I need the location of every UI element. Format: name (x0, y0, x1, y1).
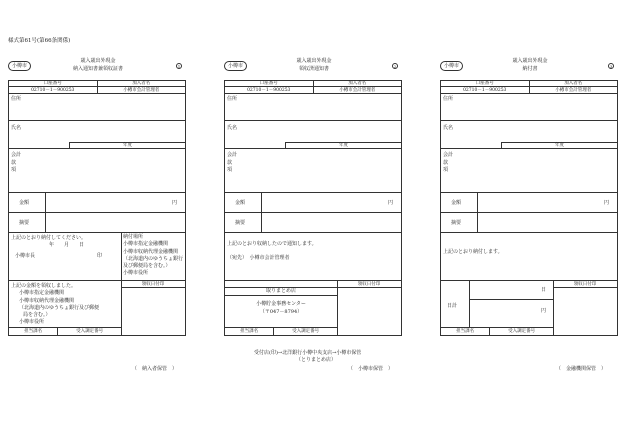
subscriber-name: 小樽市会計管理者 (529, 87, 618, 93)
copy-number-circle: 2 (393, 64, 397, 69)
receipt-line: 小樽市役所 (19, 319, 45, 326)
account-number: 02710－1－900253 (247, 88, 291, 93)
summary-label: 摘要 (19, 220, 30, 226)
title-line-2: 領収済通知書 (298, 65, 329, 72)
payment-place: 小樽市収納代理金融機関 (123, 248, 179, 255)
kan-label: 款 (227, 159, 233, 166)
form-table (224, 80, 402, 336)
form-table (440, 80, 618, 336)
title-line-2: 納付書 (522, 65, 538, 72)
collection-office-title: 取りまとめ店 (265, 288, 296, 294)
receipt-line: 上記の金額を領収しました。 (11, 283, 77, 289)
keeper-label: （ 小樽市保管 ） (348, 366, 394, 372)
keeper-label: （ 納入者保管 ） (132, 366, 178, 372)
day-label: 日 (541, 287, 547, 293)
copy-number-circle: 1 (177, 64, 181, 69)
account-number: 02710－1－900253 (31, 88, 75, 93)
subscriber-name-label: 加入者名 (313, 81, 402, 86)
kou-label: 項 (11, 167, 17, 173)
accounting-label: 会計 (227, 152, 238, 158)
title-line-1: 歳入歳出外現金 (296, 58, 332, 64)
kan-label: 款 (11, 159, 17, 166)
city-badge: 小樽市 (440, 61, 463, 71)
title-line-1: 歳入歳出外現金 (80, 58, 116, 64)
clerk-label: 担当課名 (9, 328, 58, 335)
summary-label: 摘要 (235, 220, 246, 226)
payment-place: 及び郵便局を含む。） (123, 263, 171, 269)
address-label: 住所 (227, 96, 238, 102)
yen-label: 円 (387, 200, 393, 206)
receipt-text (11, 283, 99, 327)
name-label: 氏名 (11, 125, 22, 131)
register-number-label: 受入調定番号 (508, 329, 536, 334)
mayor-label: 小樽市長 (15, 253, 36, 259)
accounting-label: 会計 (11, 152, 22, 158)
yen-label: 円 (171, 200, 177, 206)
payment-statement: 上記のとおり納付してください。 (11, 235, 87, 241)
accounting-label: 会計 (443, 152, 454, 158)
account-number: 02710－1－900253 (463, 88, 507, 93)
receipt-line: 小樽市指定金融機関 (19, 290, 65, 297)
routing-line: 受付店(印)→北洋銀行小樽中央支店→小樽市保管 (254, 350, 362, 356)
panel-title (480, 58, 580, 73)
receipt-line: 局を含む。） (23, 312, 51, 318)
date-line: 年 月 日 (49, 242, 85, 248)
form-table (8, 80, 186, 336)
clerk-label: 担当課名 (441, 328, 490, 335)
amount-label: 金額 (19, 200, 30, 206)
fiscal-year-label: 年度 (123, 143, 132, 148)
subscriber-name-label: 加入者名 (97, 81, 186, 86)
subscriber-name-label: 加入者名 (529, 81, 618, 86)
payment-place: 小樽市指定金融機関 (123, 241, 169, 248)
panel-payment-slip (440, 58, 618, 378)
copy-number-circle: 3 (609, 64, 613, 69)
kou-label: 項 (227, 167, 233, 173)
title-line-1: 歳入歳出外現金 (512, 58, 548, 64)
register-number-label: 受入調定番号 (292, 329, 320, 334)
city-badge: 小樽市 (224, 61, 247, 71)
stamp-label: 領収日付印 (337, 281, 401, 288)
routing-subline: （とりまとめ店） (296, 357, 337, 363)
recipient-label: （宛先） 小樽市会計管理者 (227, 255, 290, 261)
payment-place: （北海道内のゆうちょ銀行 (123, 255, 184, 262)
panel-receipt-notice (224, 58, 402, 378)
daily-total-label: 日計 (447, 303, 458, 309)
fiscal-year-label: 年度 (555, 143, 564, 148)
payment-statement: 上記のとおり納付します。 (443, 249, 503, 255)
account-number-label: 口座番号 (475, 81, 494, 86)
stamp-label: 領収日付印 (553, 281, 617, 288)
name-label: 氏名 (227, 125, 238, 131)
address-label: 住所 (443, 96, 454, 102)
amount-label: 金額 (451, 200, 462, 206)
fiscal-year-label: 年度 (339, 143, 348, 148)
seal-label: 印 (97, 253, 103, 259)
form-label: 様式第61号(第66条関係) (8, 38, 71, 44)
register-number-label: 受入調定番号 (76, 329, 104, 334)
kan-label: 款 (443, 159, 449, 166)
account-number-label: 口座番号 (259, 81, 278, 86)
account-number-label: 口座番号 (43, 81, 62, 86)
keeper-label: （ 金融機関保管 ） (556, 366, 607, 372)
payment-place-title: 納付場所 (123, 234, 144, 240)
amount-label: 金額 (235, 200, 246, 206)
yen-unit: 円 (541, 308, 547, 314)
subscriber-name: 小樽市会計管理者 (97, 87, 186, 93)
city-badge: 小樽市 (8, 61, 31, 71)
panel-title (264, 58, 364, 73)
panel-title (48, 58, 148, 73)
stamp-label: 領収日付印 (121, 281, 185, 288)
kou-label: 項 (443, 167, 449, 173)
payment-place: 小樽市役所 (123, 270, 149, 277)
panel-notice-receipt (8, 58, 186, 378)
yen-label: 円 (603, 200, 609, 206)
clerk-label: 担当課名 (225, 328, 274, 335)
receipt-line: （北海道内のゆうちょ銀行及び郵便 (19, 304, 100, 311)
address-label: 住所 (11, 96, 22, 102)
collection-center: 小樽貯金事務センター (256, 301, 306, 307)
summary-label: 摘要 (451, 220, 462, 226)
name-label: 氏名 (443, 125, 454, 131)
subscriber-name: 小樽市会計管理者 (313, 87, 402, 93)
receipt-statement: 上記のとおり収納したので通知します。 (227, 241, 317, 247)
payment-places (123, 234, 183, 278)
receipt-line: 小樽市収納代理金融機関 (19, 297, 75, 304)
title-line-2: 納入通知書兼領収証書 (72, 65, 123, 72)
postal-code: （〒047－8794） (259, 309, 303, 315)
